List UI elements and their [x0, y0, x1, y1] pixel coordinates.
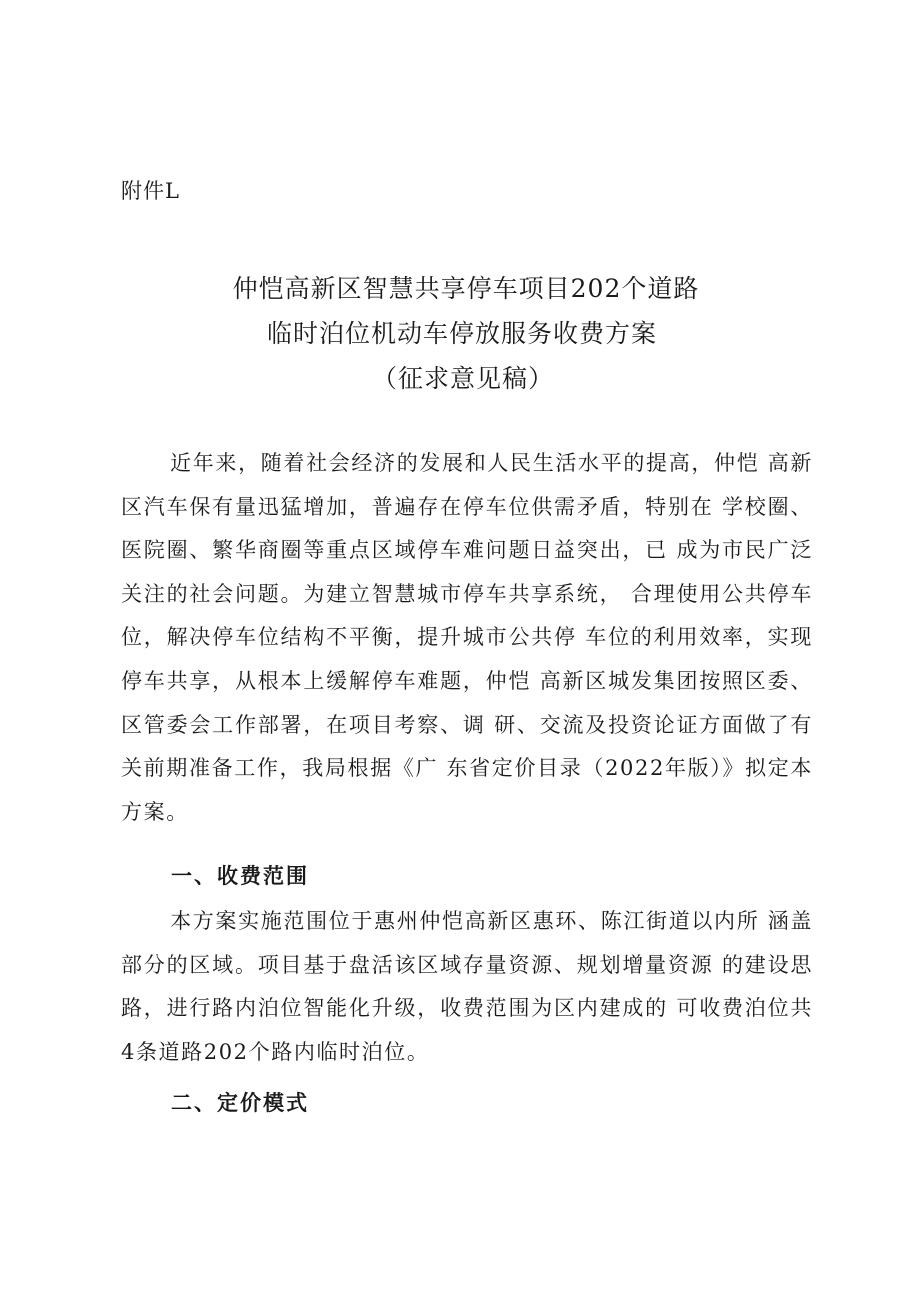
title-line-1: 仲恺高新区智慧共享停车项目202个道路: [232, 274, 700, 303]
section-1-paragraph: [121, 900, 813, 1074]
intro-paragraph: [121, 442, 813, 834]
section-2-heading: 二、定价模式: [171, 1090, 309, 1115]
title-line-3: （征求意见稿）: [371, 364, 554, 393]
section-1-heading: 一、收费范围: [171, 863, 309, 888]
document-title: [0, 266, 920, 401]
intro-paragraph-text: 近年来，随着社会经济的发展和人民生活水平的提高，仲恺 高新区汽车保有量迅猛增加，普遍存在停车位供需矛盾，特别在 学校圈、医院圈、繁华商圈等重点区域停车难问题日益突出，已 成为市民广泛关注的社会问题。为建立智慧城市停车共享系统， 合理使用公共停车位，解决停车位结构不平衡，提升城市公共停 车位的利用效率，实现停车共享，从根本上缓解停车难题，仲恺 高新区城发集团按照区委、区管委会工作部署，在项目考察、调 研、交流及投资论证方面做了有关前期准备工作，我局根据《广 东省定价目录（2022年版）》拟定本方案。: [121, 451, 813, 824]
attachment-label: 附件L: [121, 179, 180, 203]
section-1-paragraph-text: 本方案实施范围位于惠州仲恺高新区惠环、陈江街道以内所 涵盖部分的区域。项目基于盘活该区域存量资源、规划增量资源 的建设思路，进行路内泊位智能化升级，收费范围为区内建成的 可收费泊位共4条道路202个路内临时泊位。: [121, 909, 813, 1064]
title-line-2: 临时泊位机动车停放服务收费方案: [266, 319, 657, 348]
